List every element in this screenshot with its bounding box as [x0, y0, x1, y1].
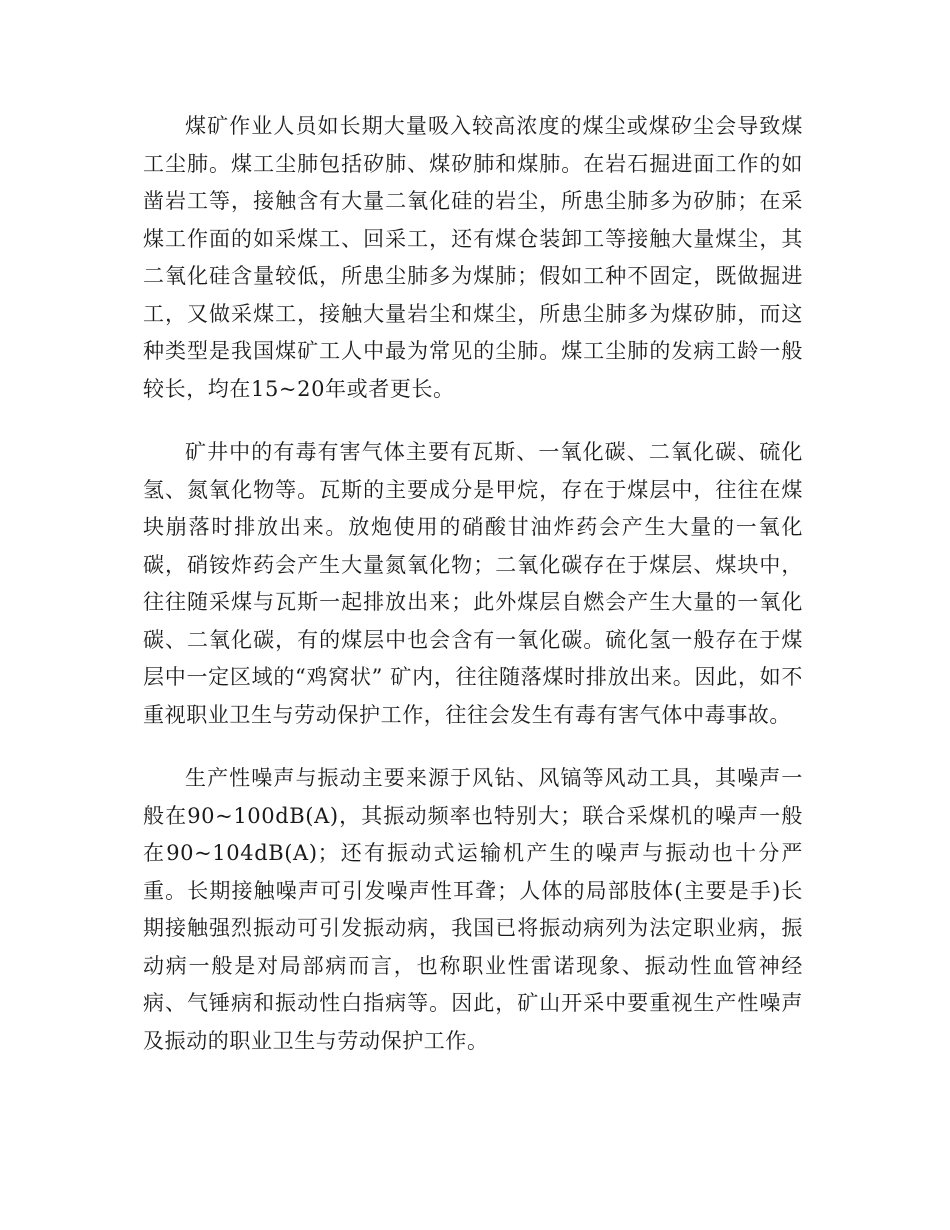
paragraph-noise-vibration: 生产性噪声与振动主要来源于风钻、风镐等风动工具，其噪声一般在90~100dB(A)，其振动频率也特别大；联合采煤机的噪声一般在90~104dB(A)；还有振动式运输机产生的噪声与振动也十分严重。长期接触噪声可引发噪声性耳聋；人体的局部肢体(主要是手)长期接触强烈振动可引发振动病，我国已将振动病列为法定职业病，振动病一般是对局部病而言，也称职业性雷诺现象、振动性血管神经病、气锤病和振动性白指病等。因此，矿山开采中要重视生产性噪声及振动的职业卫生与劳动保护工作。 [143, 766, 803, 1053]
paragraph-toxic-gases: 矿井中的有毒有害气体主要有瓦斯、一氧化碳、二氧化碳、硫化氢、氮氧化物等。瓦斯的主要成分是甲烷，存在于煤层中，往往在煤块崩落时排放出来。放炮使用的硝酸甘油炸药会产生大量的一氧化碳，硝铵炸药会产生大量氮氧化物；二氧化碳存在于煤层、煤块中，往往随采煤与瓦斯一起排放出来；此外煤层自燃会产生大量的一氧化碳、二氧化碳，有的煤层中也会含有一氧化碳。硫化氢一般存在于煤层中一定区域的“鸡窝状” 矿内，往往随落煤时排放出来。因此，如不重视职业卫生与劳动保护工作，往往会发生有毒有害气体中毒事故。 [143, 440, 803, 727]
paragraph-coal-dust-pneumoconiosis: 煤矿作业人员如长期大量吸入较高浓度的煤尘或煤矽尘会导致煤工尘肺。煤工尘肺包括矽肺、煤矽肺和煤肺。在岩石掘进面工作的如凿岩工等，接触含有大量二氧化硅的岩尘，所患尘肺多为矽肺；在采煤工作面的如采煤工、回采工，还有煤仓装卸工等接触大量煤尘，其二氧化硅含量较低，所患尘肺多为煤肺；假如工种不固定，既做掘进工，又做采煤工，接触大量岩尘和煤尘，所患尘肺多为煤矽肺，而这种类型是我国煤矿工人中最为常见的尘肺。煤工尘肺的发病工龄一般较长，均在15~20年或者更长。 [143, 114, 803, 401]
document-body [143, 108, 803, 1086]
